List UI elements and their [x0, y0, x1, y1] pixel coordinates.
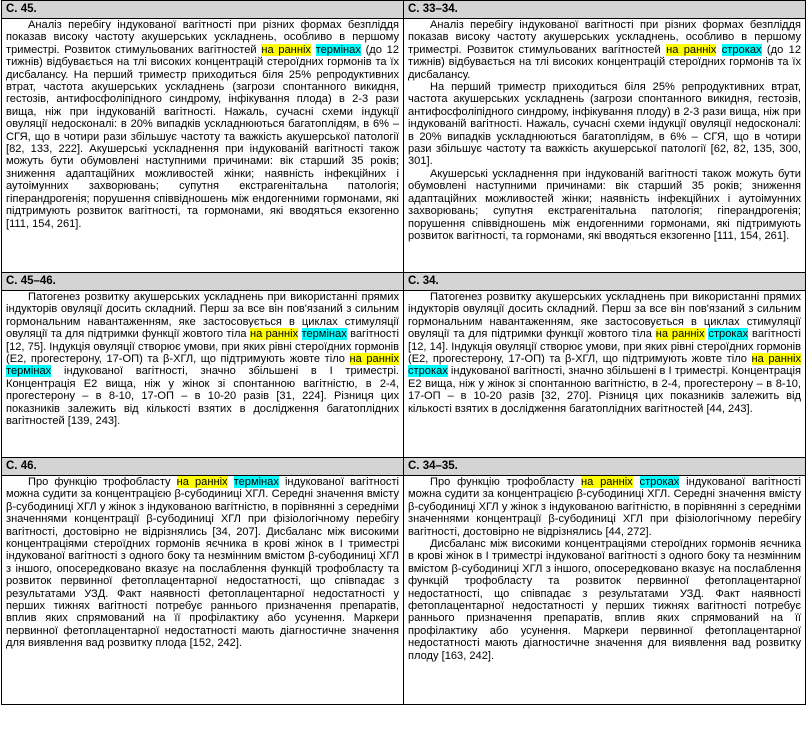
page-ref-row [2, 458, 806, 476]
page-ref-row [2, 1, 806, 19]
highlight-cyan: термінах [233, 476, 279, 488]
highlight-cyan: строках [408, 365, 448, 378]
right-text-cell [404, 476, 806, 705]
left-page-ref: С. 46. [2, 458, 404, 476]
paragraph: Акушерські ускладнення при індукованій вагітності також можуть бути обумовлені наступними причинами: вік старший 35 років; зниження адаптаційних можливостей жінки; наявність інфекційних і аутоімунних захворювань; супутня екстрагенітальна патологія; гіперандрогенія; порушення співвідношень між ендогенними гормонами, які підтримують розвиток вагітності, та гормонами, які вводяться екзогенно [111, 154, 261]. [408, 167, 801, 242]
comparison-table [1, 0, 806, 705]
highlight-yellow: на ранніх [176, 476, 228, 488]
highlight-cyan: строках [721, 43, 762, 56]
highlight-cyan: строках [639, 476, 680, 488]
text-row [2, 291, 806, 458]
paragraph: Про функцію трофобласту на ранніх термінах індукованої вагітності можна судити за концентрацією β-субодиниці ХГЛ. Середні значення вмісту β-субодиниці ХГЛ у жінок з індукованою вагітністю, в порівнянні з середніми значеннями концентрації β-субодиниці ХГЛ при фізіологічному перебігу вагітності, достовірно не відрізнялись [34, 207]. Дисбаланс між високими концентраціями стероїдних гормонів яєчника в крові жінок в І триместрі індукованої вагітності з одного боку та незмінним вмістом β-субодиниці ХГЛ з іншого, опосередковано вказує на послаблення функцій трофобласту та розвиток первинної фетоплацентарної недостатності, що співпадає з результатами УЗД. Факт наявності фетоплацентарної недостатності у перших тижнях вагітності потребує раннього призначення препаратів, вплив яких спрямований на її профілактику або усунення. Маркери первинної фетоплацентарної недостатності мають діагностичне значення для виявлення вад розвитку плода [152, 242]. [6, 476, 399, 650]
highlight-yellow: на ранніх [249, 328, 299, 341]
page-ref-row [2, 273, 806, 291]
paragraph: На перший триместр приходиться біля 25% репродуктивних втрат, частота акушерських ускладнень (загрози спонтанного викидня, гестозів, антифосфоліпідного синдрому, інфікування плоду) в 2-3 рази вища, ніж при індукованій вагітності. Нажаль, сучасні схеми індукції овуляції недосконалі: в 20% випадків ускладнюються багатоплідям, в 6% – СГЯ, що в чотири рази збільшує частоту та важкість акушерської патології [62, 82, 135, 300, 301]. [408, 81, 801, 168]
paragraph: Патогенез розвитку акушерських ускладнень при використанні прямих індукторів овуляції досить складний. Перш за все він пов'язаний з сильним гормональним навантаженням, яке застосовується в циклах стимуляції овуляції та для підтримки функції жовтого тіла на ранніх термінах вагітності [12, 75]. Індукція овуляції створює умови, при яких рівні стероїдних гормонів (Е2, прогестерону, 17-ОП) та β-ХГЛ, що підтримують жовте тіло на ранніх термінах індукованої вагітності, значно збільшені в І триместрі. Концентрація Е2 вища, ніж у жінок зі спонтанною вагітністю, в 2-4, прогестерону – в 8-10, 17-ОП – в 10-20 разів [31, 224]. Різниця цих показників залежить від кількості взятих в дослідження багатоплідних вагітностей [139, 243]. [6, 291, 400, 428]
left-page-ref: С. 45–46. [2, 273, 404, 291]
highlight-cyan: термінах [315, 43, 361, 56]
right-page-ref: С. 34. [404, 273, 806, 291]
highlight-cyan: строках [708, 328, 749, 341]
right-page-ref: С. 34–35. [404, 458, 806, 476]
highlight-yellow: на ранніх [655, 328, 705, 341]
paragraph: Про функцію трофобласту на ранніх строках індукованої вагітності можна судити за концентрацією β-субодиниці ХГЛ. Середні значення вмісту β-субодиниці ХГЛ у жінок з індукованою вагітністю, в порівнянні з середніми значеннями концентрації β-субодиниці ХГЛ при фізіологічному перебігу вагітності, достовірно не відрізнялись [44, 272]. [408, 476, 801, 538]
left-text-cell [2, 476, 404, 705]
right-page-ref: С. 33–34. [404, 1, 806, 19]
highlight-yellow: на ранніх [261, 43, 311, 56]
highlight-yellow: на ранніх [751, 353, 801, 366]
left-text-cell [2, 19, 404, 273]
text-row [2, 476, 806, 705]
paragraph: Дисбаланс між високими концентраціями стероїдних гормонів яєчника в крові жінок в І триместрі індукованої вагітності з одного боку та незмінним вмістом β-субодиниці ХГЛ з іншого, опосередковано вказує на послаблення функцій трофобласту та розвиток первинної фетоплацентарної недостатності, що співпадає з результатами УЗД. Факт наявності фетоплацентарної недостатності у перших тижнях вагітності потребує раннього призначення препаратів, вплив яких спрямований на її профілактику або усунення. Маркери первинної фетоплацентарної недостатності мають діагностичне значення для виявлення вад розвитку плоду [163, 242]. [408, 538, 801, 662]
highlight-cyan: термінах [301, 328, 347, 341]
highlight-yellow: на ранніх [349, 353, 399, 366]
left-text-cell [2, 291, 404, 458]
paragraph: Патогенез розвитку акушерських ускладнень при використанні прямих індукторів овуляції досить складний. Перш за все він пов'язаний з сильним гормональним навантаженням, яке застосовується в циклах стимуляції овуляції та для підтримки функції жовтого тіла на ранніх строках вагітності [12, 14]. Індукція овуляції створює умови, при яких рівні стероїдних гормонів (Е2, прогестерону, 17-ОП) та β-ХГЛ, що підтримують жовте тіло на ранніх строках індукованої вагітності, значно збільшені в І триместрі. Концентрація Е2 вища, ніж у жінок зі спонтанною вагітністю, в 2-4, прогестерону – в 8-10, 17-ОП – в 10-20 разів [32, 270]. Різниця цих показників залежить від кількості взятих в дослідження багатоплідних вагітностей [44, 243]. [408, 291, 801, 415]
paragraph: Аналіз перебігу індукованої вагітності при різних формах безпліддя показав високу частоту акушерських ускладнень, особливо в першому триместрі. Розвиток стимульованих вагітностей на ранніх термінах (до 12 тижнів) відбувається на тлі високих концентрацій стероїдних гормонів та їх дисбалансу. На перший триместр приходиться біля 25% репродуктивних втрат, частота акушерських ускладнень (загрози спонтанного викидня, гестозів, антифосфоліпідного синдрому, інфікування плода) в 2-3 рази вища, ніж при індукованій вагітності. Нажаль, сучасні схеми індукції овуляції недосконалі: в 20% випадків ускладнюються багатоплідям, в 6% – СГЯ, що в чотири рази збільшує частоту та важкість акушерської патології [82, 133, 222]. Акушерські ускладнення при індукованій вагітності також можуть бути обумовлені наступними причинами: вік старший 35 років; зниження адаптаційних можливостей жінки; наявність інфекційних і аутоімунних захворювань; супутня екстрагенітальна патологія; гіперандрогенія; порушення співвідношень між ендогенними гормонами, які підтримують розвиток вагітності, та гормонами, які вводяться екзогенно [111, 154, 261]. [6, 19, 399, 230]
text-row [2, 19, 806, 273]
right-text-cell [404, 19, 806, 273]
highlight-yellow: на ранніх [580, 476, 633, 488]
left-page-ref: С. 45. [2, 1, 404, 19]
paragraph: Аналіз перебігу індукованої вагітності при різних формах безпліддя показав високу частоту акушерських ускладнень, особливо в першому триместрі. Розвиток стимульованих вагітностей на ранніх строках (до 12 тижнів) відбувається на тлі високих концентрацій стероїдних гормонів та їх дисбалансу. [408, 19, 801, 81]
right-text-cell [404, 291, 806, 458]
highlight-cyan: термінах [6, 365, 52, 378]
highlight-yellow: на ранніх [666, 43, 717, 56]
